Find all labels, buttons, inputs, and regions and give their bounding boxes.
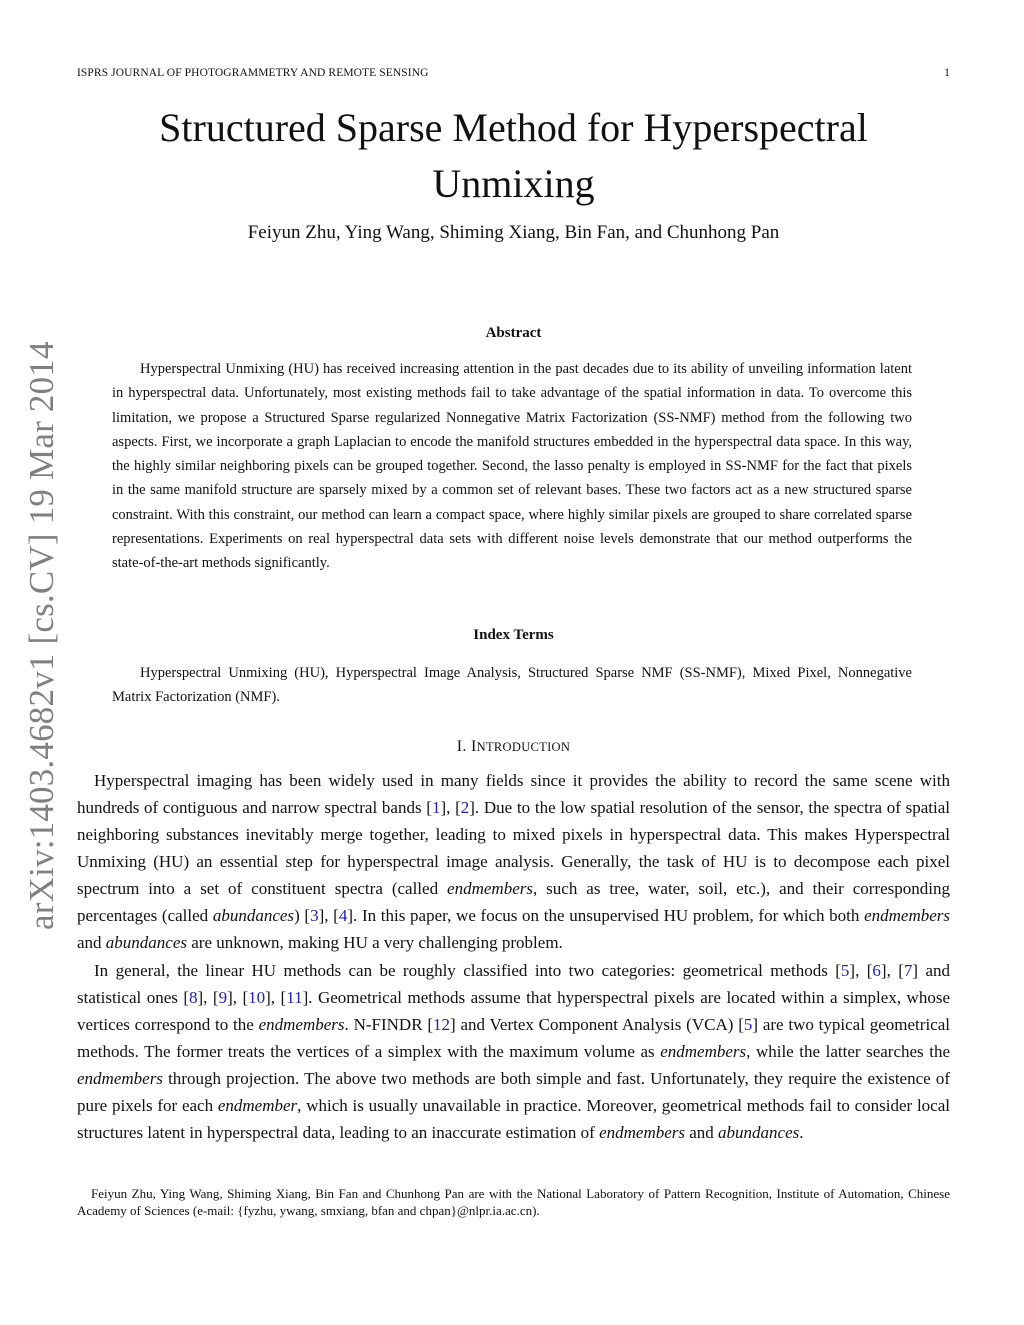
abstract-heading: Abstract [485,325,542,341]
paper-title [77,100,950,212]
arxiv-identifier-stamp: arXiv:1403.4682v1 [cs.CV] 19 Mar 2014 [22,341,61,930]
citation-link[interactable]: 3 [310,906,319,925]
index-terms-heading: Index Terms [473,627,554,643]
citation-link[interactable]: 2 [460,798,470,817]
citation-link[interactable]: 11 [286,988,303,1007]
running-header [77,67,950,79]
author-affiliation-footnote: Feiyun Zhu, Ying Wang, Shiming Xiang, Bin Fan and Chunhong Pan are with the National Laboratory of Pattern Recognition, Institute of Automation, Chinese Academy of Sciences (e-mail: {fyzhu, ywang, smxiang, bfan and chpan}@nlpr.ia.ac.cn). [77,1186,950,1218]
intro-paragraph-2: In general, the linear HU methods can be roughly classified into two categories: geometrical methods [5], [6], [7] and statistical ones [8], [9], [10], [11]. Geometrical methods assume that hyperspectral pixels are located within a simplex, whose vertices correspond to the endmembers. N-FINDR [12] and Vertex Component Analysis (VCA) [5] are two typical geometrical methods. The former treats the vertices of a simplex with the maximum volume as endmembers, while the latter searches the endmembers through projection. The above two methods are both simple and fast. Unfortunately, they require the existence of pure pixels for each endmember, which is usually unavailable in practice. Moreover, geometrical methods fail to consider local structures latent in hyperspectral data, leading to an inaccurate estimation of endmembers and abundances. [77,961,951,1142]
index-terms-text: Hyperspectral Unmixing (HU), Hyperspectral Image Analysis, Structured Sparse NMF (SS-NMF), Mixed Pixel, Nonnegative Matrix Factorization (NMF). [112,665,912,706]
section-numeral: I. [456,738,471,755]
page-number: 1 [944,67,950,79]
citation-link[interactable]: 12 [433,1015,450,1034]
citation-link[interactable]: 9 [218,988,228,1007]
abstract-text: Hyperspectral Unmixing (HU) has received increasing attention in the past decades due to its ability of unveiling information latent in hyperspectral data. Unfortunately, most existing methods fail to take advantage of the spatial information in data. To overcome this limitation, we propose a Structured Sparse regularized Nonnegative Matrix Factorization (SS-NMF) method from the following two aspects. First, we incorporate a graph Laplacian to encode the manifold structures embedded in the hyperspectral data space. In this way, the highly similar neighboring pixels can be grouped together. Second, the lasso penalty is employed in SS-NMF for the fact that pixels in the same manifold structure are sparsely mixed by a common set of relevant bases. These two factors act as a new structured sparse constraint. With this constraint, our method can learn a compact space, where highly similar pixels are grouped to share correlated sparse representations. Experiments on real hyperspectral data sets with different noise levels demonstrate that our method outperforms the state-of-the-art methods significantly. [112,361,912,572]
citation-link[interactable]: 6 [872,961,881,980]
citation-link[interactable]: 4 [338,906,348,925]
title-line-1: Structured Sparse Method for Hyperspectral [159,105,868,150]
heading-small-caps: NTRODUCTION [476,740,571,754]
citation-link[interactable]: 5 [743,1015,753,1034]
citation-link[interactable]: 7 [903,961,913,980]
intro-paragraph-1: Hyperspectral imaging has been widely used in many fields since it provides the ability to record the same scene with hundreds of contiguous and narrow spectral bands [1], [2]. Due to the low spatial resolution of the sensor, the spectra of spatial neighboring substances inevitably merge together, leading to mixed pixels in hyperspectral data. This makes Hyperspectral Unmixing (HU) an essential step for hyperspectral image analysis. Generally, the task of HU is to decompose each pixel spectrum into a set of constituent spectra (called endmembers, such as tree, water, soil, etc.), and their corresponding percentages (called abundances) [3], [4]. In this paper, we focus on the unsupervised HU problem, for which both endmembers and abundances are unknown, making HU a very challenging problem. [77,771,950,952]
heading-initial: I [471,738,477,755]
citation-link[interactable]: 10 [248,988,266,1007]
introduction-heading [77,738,950,756]
title-line-2: Unmixing [432,161,595,206]
citation-link[interactable]: 5 [840,961,850,980]
journal-name: ISPRS JOURNAL OF PHOTOGRAMMETRY AND REMOTE SENSING [77,67,429,79]
citation-link[interactable]: 1 [431,798,441,817]
citation-link[interactable]: 8 [189,988,198,1007]
author-list: Feiyun Zhu, Ying Wang, Shiming Xiang, Bin Fan, and Chunhong Pan [247,222,780,243]
